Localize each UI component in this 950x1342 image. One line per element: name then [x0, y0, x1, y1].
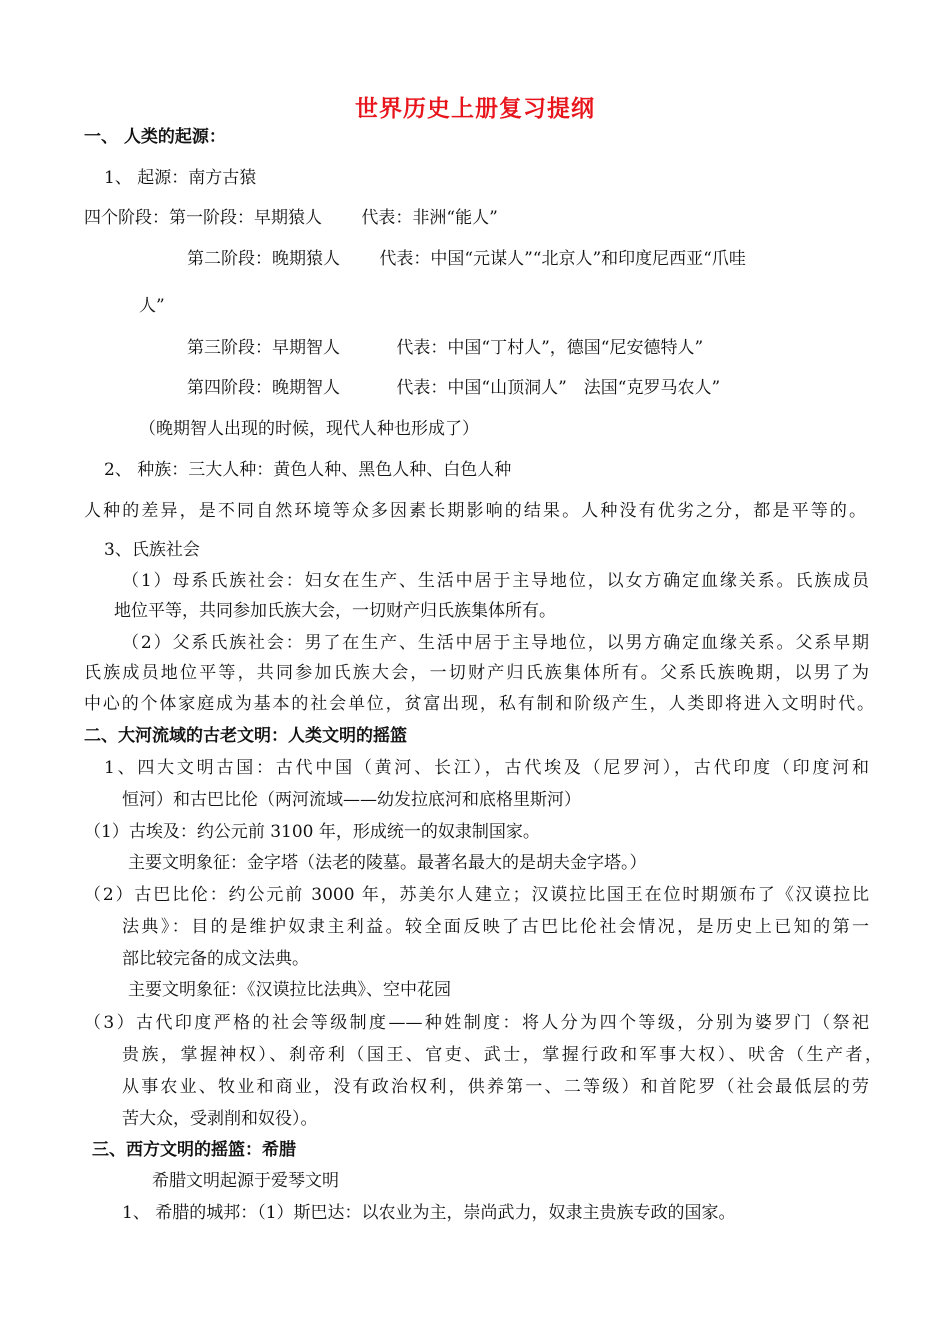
- race-line: 2、 种族：三大人种：黄色人种、黑色人种、白色人种: [104, 460, 512, 480]
- india-line-1: （3）古代印度严格的社会等级制度——种姓制度：将人分为四个等级，分别为婆罗门（祭祀: [84, 1013, 869, 1033]
- four-civilizations-line-2: 恒河）和古巴比伦（两河流域——幼发拉底河和底格里斯河）: [122, 790, 581, 810]
- babylon-line-2: 法典》：目的是维护奴隶主利益。较全面反映了古巴比伦社会情况，是历史上已知的第一: [122, 917, 869, 937]
- section-heading-2: 二、大河流域的古老文明：人类文明的摇篮: [84, 726, 407, 746]
- stage-1-line: 四个阶段：第一阶段：早期猿人 代表：非洲“能人”: [84, 208, 498, 228]
- note-line: （晚期智人出现的时候，现代人种也形成了）: [139, 419, 479, 439]
- four-civilizations-line-1: 1、四大文明古国：古代中国（黄河、长江），古代埃及（尼罗河），古代印度（印度河和: [104, 758, 869, 778]
- clan-society-line: 3、氏族社会: [104, 540, 200, 560]
- race-description: 人种的差异，是不同自然环境等众多因素长期影响的结果。人种没有优劣之分，都是平等的。: [84, 501, 866, 521]
- egypt-symbol-line: 主要文明象征：金字塔（法老的陵墓。最著名最大的是胡夫金字塔。）: [128, 853, 647, 873]
- stage-2-continuation: 人”: [139, 296, 165, 316]
- stage-4-line: 第四阶段：晚期智人 代表：中国“山顶洞人” 法国“克罗马农人”: [187, 378, 721, 398]
- section-heading-3: 三、西方文明的摇篮：希腊: [92, 1140, 296, 1160]
- babylon-symbol-line: 主要文明象征：《汉谟拉比法典》、空中花园: [128, 980, 451, 1000]
- matrilineal-line-2: 地位平等，共同参加氏族大会，一切财产归氏族集体所有。: [114, 601, 556, 621]
- stage-2-line: 第二阶段：晚期猿人 代表：中国“元谋人”“北京人”和印度尼西亚“爪哇: [187, 249, 746, 269]
- babylon-line-3: 部比较完备的成文法典。: [122, 949, 309, 969]
- india-line-4: 苦大众，受剥削和奴役）。: [122, 1109, 318, 1129]
- greece-origin-line: 希腊文明起源于爱琴文明: [152, 1171, 339, 1191]
- patrilineal-line-2: 氏族成员地位平等，共同参加氏族大会，一切财产归氏族集体所有。父系氏族晚期，以男了为: [84, 663, 869, 683]
- origin-line: 1、 起源：南方古猿: [104, 168, 257, 188]
- india-line-2: 贵族，掌握神权）、刹帝利（国王、官吏、武士，掌握行政和军事大权）、吠舍（生产者，: [122, 1045, 882, 1065]
- matrilineal-line-1: （1）母系氏族社会：妇女在生产、生活中居于主导地位，以女方确定血缘关系。氏族成员: [122, 571, 869, 591]
- stage-3-line: 第三阶段：早期智人 代表：中国“丁村人”，德国“尼安德特人”: [187, 338, 704, 358]
- section-heading-1: 一、 人类的起源：: [84, 127, 226, 147]
- patrilineal-line-1: （2）父系氏族社会：男了在生产、生活中居于主导地位，以男方确定血缘关系。父系早期: [122, 633, 869, 653]
- egypt-line: （1）古埃及：约公元前 3100 年，形成统一的奴隶制国家。: [84, 822, 540, 842]
- india-line-3: 从事农业、牧业和商业，没有政治权利，供养第一、二等级）和首陀罗（社会最低层的劳: [122, 1077, 869, 1097]
- patrilineal-line-3: 中心的个体家庭成为基本的社会单位，贫富出现，私有制和阶级产生，人类即将进入文明时代。: [84, 694, 874, 714]
- greece-city-state-line: 1、 希腊的城邦：（1）斯巴达：以农业为主，崇尚武力，奴隶主贵族专政的国家。: [122, 1203, 736, 1223]
- document-title: 世界历史上册复习提纲: [355, 96, 595, 122]
- babylon-line-1: （2）古巴比伦：约公元前 3000 年，苏美尔人建立；汉谟拉比国王在位时期颁布了《汉谟拉比: [84, 885, 869, 905]
